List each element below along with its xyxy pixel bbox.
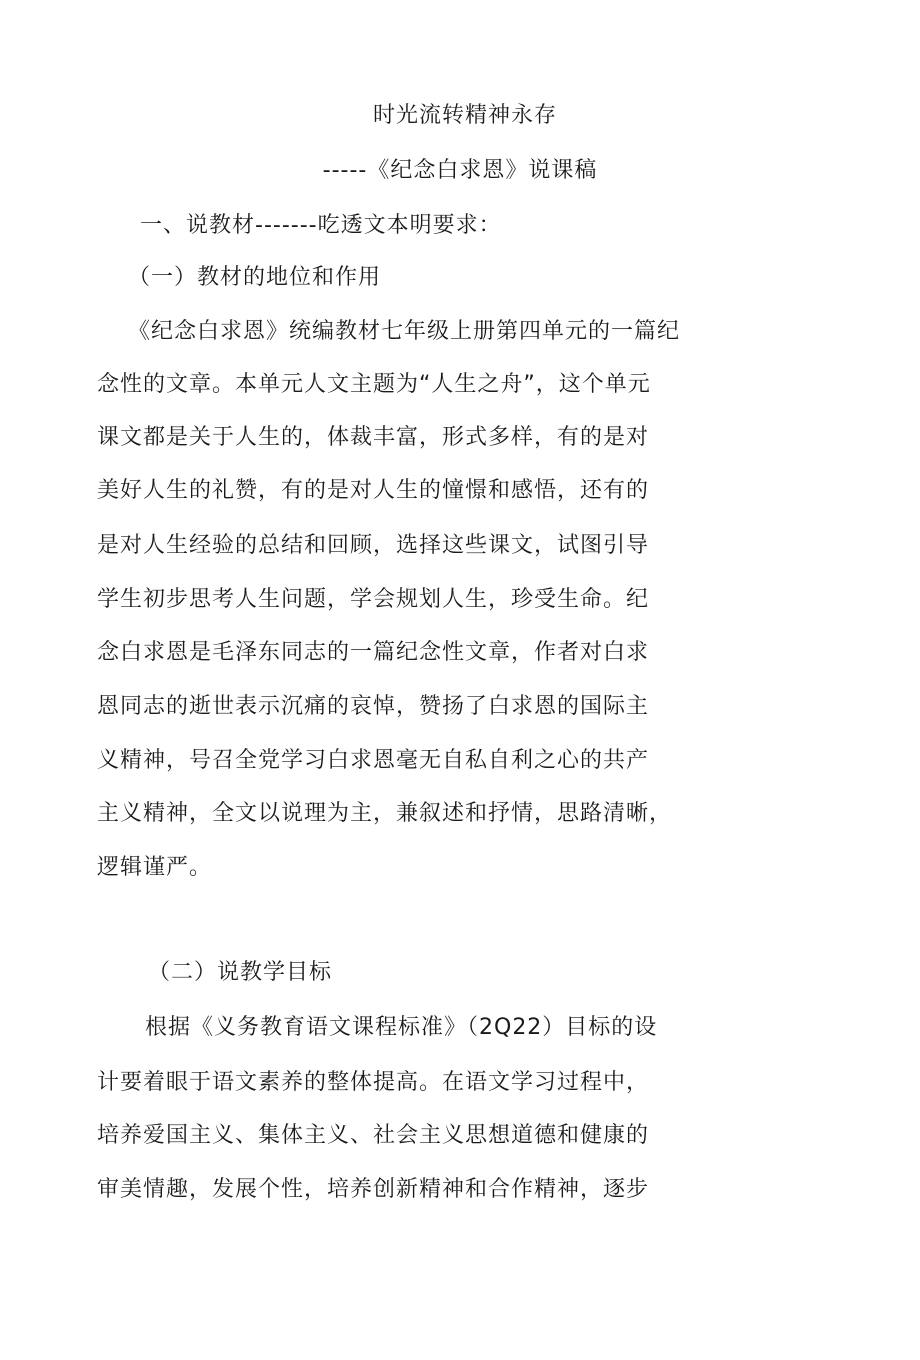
- paragraph-line: 恩同志的逝世表示沉痛的哀悼，赞扬了白求恩的国际主: [97, 694, 650, 719]
- section-heading-1: 一、说教材-------吃透文本明要求：: [140, 213, 502, 238]
- paragraph-line: 《纪念白求恩》统编教材七年级上册第四单元的一篇纪: [128, 319, 681, 344]
- document-subtitle-text: -----《纪念白求恩》说课稿: [322, 158, 598, 183]
- subsection-heading-2: （二）说教学目标: [148, 960, 333, 985]
- paragraph-line: 主义精神，全文以说理为主，兼叙述和抒情，思路清晰，: [97, 801, 673, 826]
- paragraph-line: 课文都是关于人生的，体裁丰富，形式多样，有的是对: [97, 425, 650, 450]
- subsection-heading-1: （一）教材的地位和作用: [128, 265, 382, 290]
- paragraph-line: 念白求恩是毛泽东同志的一篇纪念性文章，作者对白求: [97, 640, 650, 665]
- paragraph-line: 学生初步思考人生问题，学会规划人生，珍受生命。纪: [97, 587, 650, 612]
- document-subtitle: [0, 155, 920, 187]
- paragraph-line: 义精神，号召全党学习白求恩毫无自私自利之心的共产: [97, 748, 650, 773]
- document-title-text: 时光流转精神永存: [372, 103, 557, 128]
- paragraph-line: 培养爱国主义、集体主义、社会主义思想道德和健康的: [97, 1123, 650, 1148]
- paragraph-line: 审美情趣，发展个性，培养创新精神和合作精神，逐步: [97, 1177, 650, 1202]
- paragraph-line: 美好人生的礼赞，有的是对人生的憧憬和感悟，还有的: [97, 478, 650, 503]
- document-title: [0, 100, 920, 132]
- paragraph-line: 是对人生经验的总结和回顾，选择这些课文，试图引导: [97, 533, 650, 558]
- paragraph-line: 念性的文章。本单元人文主题为“人生之舟”，这个单元: [97, 372, 651, 397]
- paragraph-line: 逻辑谨严。: [97, 855, 213, 880]
- paragraph-line: 根据《义务教育语文课程标准》（2Q22）目标的设: [145, 1015, 658, 1040]
- paragraph-line: 计要着眼于语文素养的整体提高。在语文学习过程中，: [97, 1070, 650, 1095]
